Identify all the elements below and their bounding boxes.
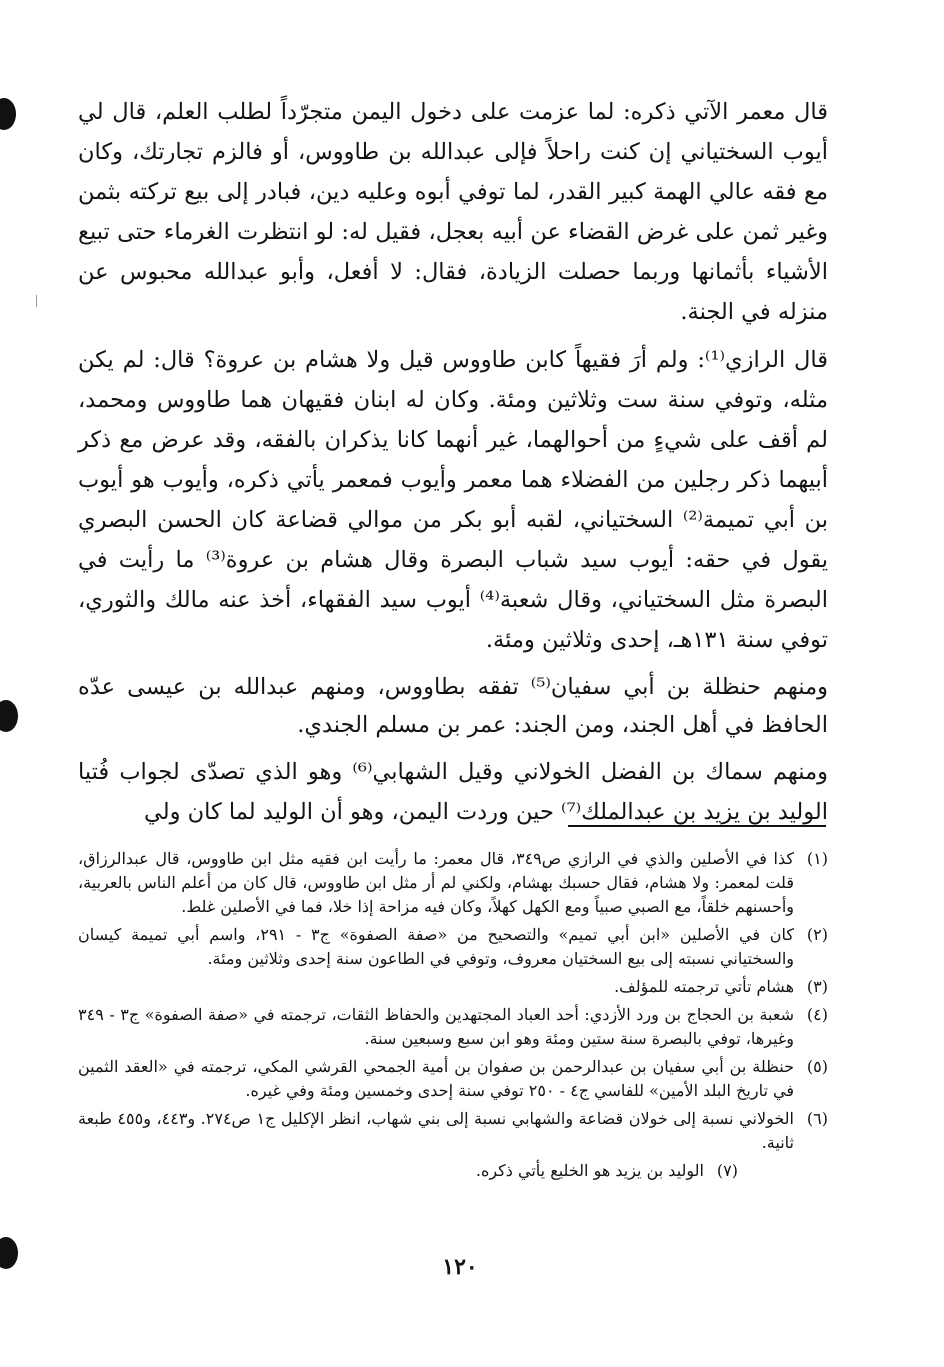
footnote-text: شعبة بن الحجاج بن ورد الأزدي: أحد العباد المجتهدين والحفاظ الثقات، ترجمته في «صفة الصفوة» ج٣ - ٣٤٩ وغيرها، توفي بالبصرة سنة ستين ومئة وهو ابن سبع وسبعين سنة. <box>78 1005 795 1048</box>
footnote-text: حنظلة بن أبي سفيان بن عبدالرحمن بن صفوان بن أمية الجمحي القرشي المكي، ترجمته في «العقد الثمين في تاريخ البلد الأمين» للفاسي ج٤ - ٢٥٠ توفي سنة إحدى وخمسين ومئة وفي غيره. <box>78 1057 794 1100</box>
margin-mark <box>36 295 37 307</box>
binding-hole-middle <box>0 700 18 732</box>
footnote-1 <box>78 847 828 919</box>
footnote-5 <box>78 1055 828 1103</box>
paragraph-maamar: قال معمر الآتي ذكره: لما عزمت على دخول اليمن متجرّداً لطلب العلم، قال لي أيوب السختياني إن كنت راحلاً فإلى عبدالله بن طاووس، أو فالزم تجارتك، وكان مع فقه عالي الهمة كبير القدر، لما توفي أبوه وعليه دين، فبادر إلى بيع تركته بثمن وغير ثمن على غرض القضاء عن أبيه بعجل، فقيل له: لو انتظرت الغرماء حتى تبيع الأشياء بأثمانها وربما حصلت الزيادة، فقال: لا أفعل، وأبو عبدالله محبوس عن منزله في الجنة. <box>78 99 828 325</box>
page-number: ١٢٠ <box>442 1254 478 1280</box>
paragraph-hanzala: ومنهم حنظلة بن أبي سفيان⁽⁵⁾ تفقه بطاووس، ومنهم عبدالله بن عيسى عدّه الحافظ في أهل الجند، ومن الجند: عمر بن مسلم الجندي. <box>78 674 828 738</box>
footnote-4 <box>78 1003 828 1051</box>
footnote-3 <box>78 975 828 999</box>
paragraph-razi: قال الرازي⁽¹⁾: ولم أرَ فقيهاً كابن طاووس قيل ولا هشام بن عروة؟ قال: لم يكن مثله، وتوفي سنة ست وثلاثين ومئة. وكان له ابنان فقيهان هما طاووس ومحمد، لم أقف على شيءٍ من أحوالهما، غير أنهما كانا يذكران بالفقه، وقد عرض مع ذكر أبيهما ذكر رجلين من الفضلاء هما معمر وأيوب فمعمر يأتي ذكره، وأيوب هو أيوب بن أبي تميمة⁽²⁾ السختياني، لقبه أبو بكر من موالي قضاعة كان الحسن البصري يقول في حقه: أيوب سيد شباب البصرة وقال هشام بن عروة⁽³⁾ ما رأيت في البصرة مثل السختياني، وقال شعبة⁽⁴⁾ أيوب سيد الفقهاء، أخذ عنه مالك والثوري، توفي سنة ١٣١هـ، إحدى وثلاثين ومئة. <box>78 347 829 653</box>
footnote-6 <box>78 1107 828 1155</box>
footnote-2 <box>78 923 828 971</box>
footnote-number: (٢) <box>806 925 828 944</box>
footnote-separator <box>568 825 826 827</box>
footnote-number: (٧) <box>716 1161 738 1180</box>
footnote-number: (٤) <box>806 1005 828 1024</box>
binding-hole-top <box>0 98 16 130</box>
footnote-text: الوليد بن يزيد هو الخليع يأتي ذكره. <box>475 1161 704 1180</box>
footnote-7 <box>78 1159 738 1183</box>
footnote-number: (١) <box>806 849 828 868</box>
main-text <box>78 92 828 832</box>
footnote-number: (٥) <box>806 1057 828 1076</box>
footnote-text: الخولاني نسبة إلى خولان قضاعة والشهابي نسبة إلى بني شهاب، انظر الإكليل ج١ ص٢٧٤. و٤٤٣، و٤٥٥ طبعة ثانية. <box>78 1109 794 1152</box>
footnote-text: هشام تأتي ترجمته للمؤلف. <box>614 977 794 996</box>
binding-hole-bottom <box>0 1237 18 1269</box>
footnote-text: كذا في الأصلين والذي في الرازي ص٣٤٩، قال معمر: ما رأيت ابن فقيه مثل ابن طاووس، قال عبدالرزاق، قلت لمعمر: ولا هشام، فقال حسبك بهشام، ولكني لم أر مثل ابن طاووس، قال كان من أعلم الناس بالعربية، وأحسنهم خلقاً، مع الصبي صبياً ومع الكهل كهلاً، وكان فيه مزاحة إذا خلا، فما في الأصلين غلط. <box>78 849 795 916</box>
footnote-text: كان في الأصلين «ابن أبي تميم» والتصحيح من «صفة الصفوة» ج٣ - ٢٩١، واسم أبي تميمة كيسان والسختياني نسبته إلى بيع السختيان معروف، وتوفي في الطاعون سنة إحدى وثلاثين ومئة. <box>78 925 795 968</box>
footnote-number: (٣) <box>806 977 828 996</box>
paragraph-simak: ومنهم سماك بن الفضل الخولاني وقيل الشهابي⁽⁶⁾ وهو الذي تصدّى لجواب فُتيا الوليد بن يزيد بن عبدالملك⁽⁷⁾ حين وردت اليمن، وهو أن الوليد لما كان ولي <box>78 759 828 825</box>
footnote-number: (٦) <box>806 1109 828 1128</box>
footnotes <box>78 847 828 1187</box>
